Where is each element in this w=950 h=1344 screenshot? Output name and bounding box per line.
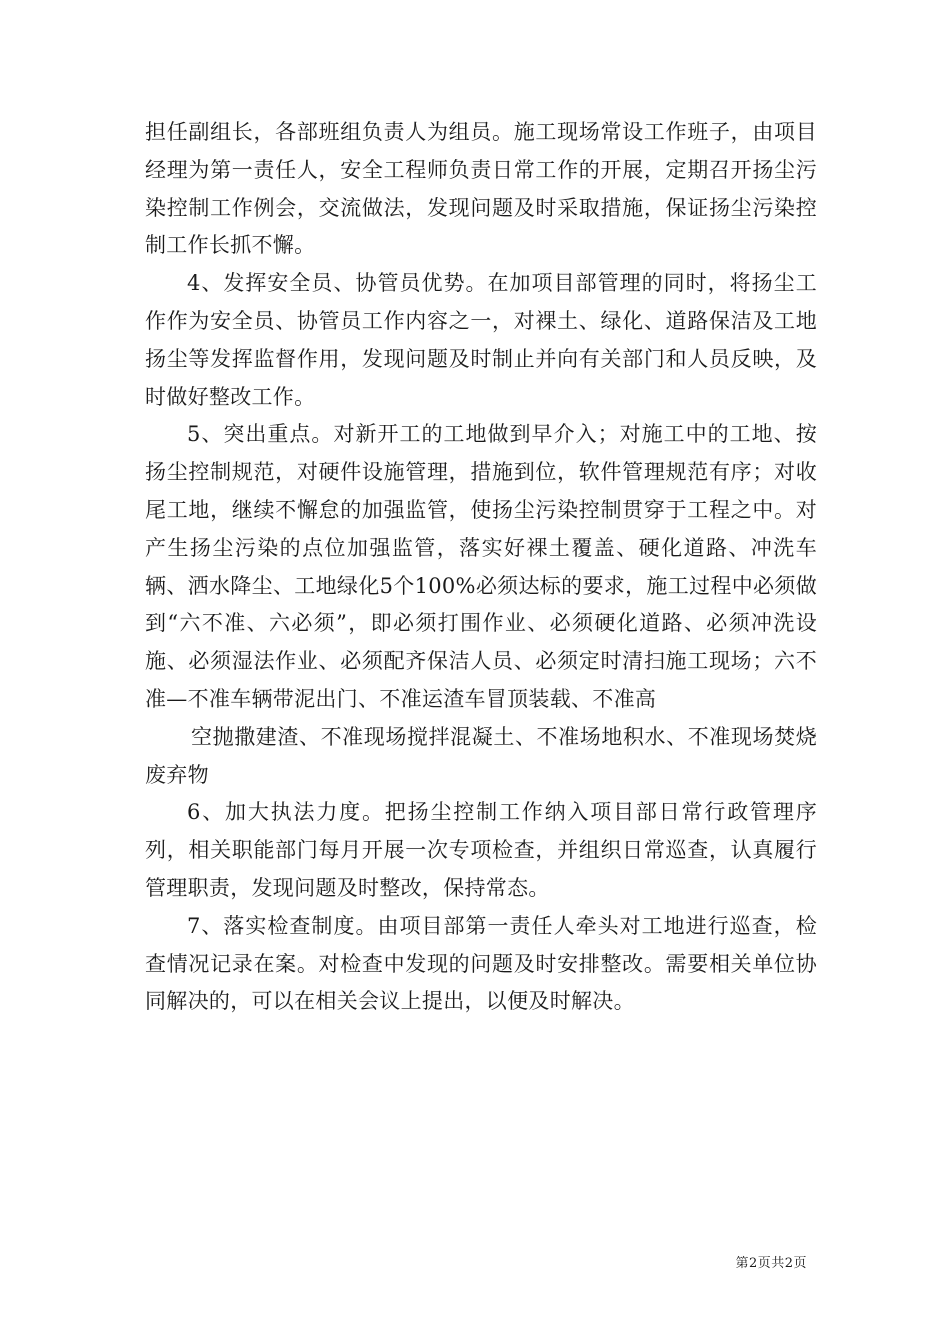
paragraph-item-5-continuation: 空抛撒建渣、不准现场搅拌混凝土、不准场地积水、不准现场焚烧废弃物 [145, 724, 817, 787]
paragraph-item-4: 4、发挥安全员、协管员优势。在加项目部管理的同时，将扬尘工作作为安全员、协管员工作内容之一，对裸土、绿化、道路保洁及工地扬尘等发挥监督作用，发现问题及时制止并向有关部门和人员反映，及时做好整改工作。 [145, 271, 817, 409]
page-number-footer: 第2页共2页 [735, 1256, 807, 1271]
document-body [145, 114, 817, 1021]
paragraph-item-7: 7、落实检查制度。由项目部第一责任人牵头对工地进行巡查，检查情况记录在案。对检查中发现的问题及时安排整改。需要相关单位协同解决的，可以在相关会议上提出，以便及时解决。 [145, 913, 817, 1014]
paragraph-continuation: 担任副组长，各部班组负责人为组员。施工现场常设工作班子，由项目经理为第一责任人，安全工程师负责日常工作的开展，定期召开扬尘污染控制工作例会，交流做法，发现问题及时采取措施，保证扬尘污染控制工作长抓不懈。 [145, 120, 817, 258]
paragraph-item-5: 5、突出重点。对新开工的工地做到早介入；对施工中的工地、按扬尘控制规范，对硬件设施管理，措施到位，软件管理规范有序；对收尾工地，继续不懈怠的加强监管，使扬尘污染控制贯穿于工程之中。对产生扬尘污染的点位加强监管，落实好裸土覆盖、硬化道路、冲洗车辆、洒水降尘、工地绿化5个100%必须达标的要求，施工过程中必须做到“六不准、六必须”，即必须打围作业、必须硬化道路、必须冲洗设施、必须湿法作业、必须配齐保洁人员、必须定时清扫施工现场；六不准—不准车辆带泥出门、不准运渣车冒顶装载、不准高 [145, 422, 817, 711]
paragraph-item-6: 6、加大执法力度。把扬尘控制工作纳入项目部日常行政管理序列，相关职能部门每月开展一次专项检查，并组织日常巡查，认真履行管理职责，发现问题及时整改，保持常态。 [145, 800, 817, 900]
